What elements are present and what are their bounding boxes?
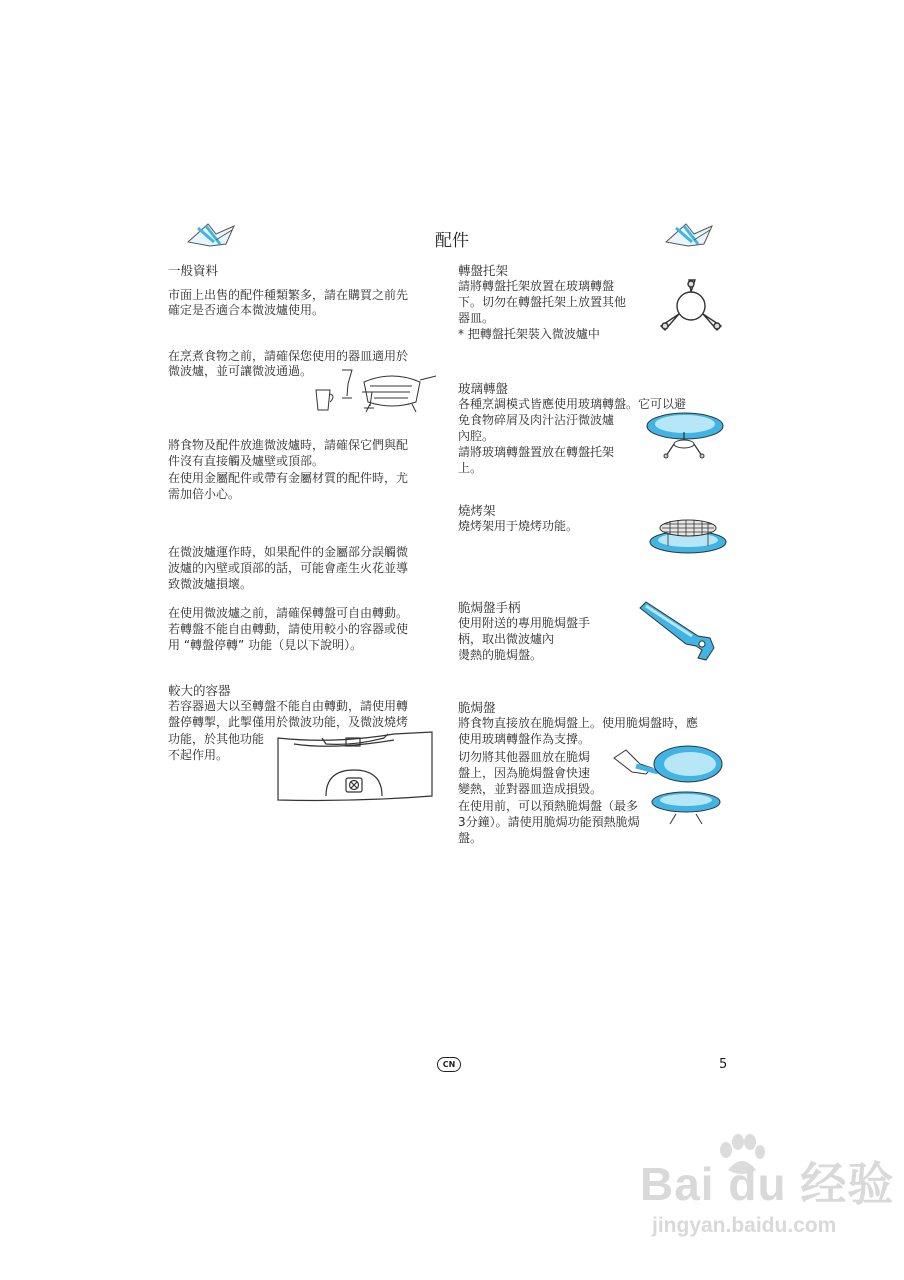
microwave-panel-illustration bbox=[274, 730, 436, 802]
glass-turntable-line: 請將玻璃轉盤置放在轉盤托架 bbox=[458, 445, 615, 459]
watermark-brand: Bai du 经验 bbox=[640, 1158, 895, 1210]
placement-text-line: 將食物及配件放進微波爐時，請確保它們與配 bbox=[168, 438, 409, 452]
glass-turntable-heading: 玻璃轉盤 bbox=[458, 381, 509, 396]
spark-warning-line: 在微波爐運作時，如果配件的金屬部分誤觸微 bbox=[168, 545, 409, 559]
placement-text-line: 件沒有直接觸及爐壁或頂部。 bbox=[168, 454, 325, 468]
grill-rack-line: 燒烤架用于燒烤功能。 bbox=[458, 519, 579, 533]
large-container-heading: 較大的容器 bbox=[168, 683, 231, 698]
turntable-support-line: 器皿。 bbox=[458, 311, 495, 325]
turntable-support-icon bbox=[655, 278, 727, 340]
page-title: 配件 bbox=[435, 231, 469, 251]
turntable-support-heading: 轉盤托架 bbox=[458, 263, 509, 278]
crisp-plate-line: 變熱，並對器皿造成損毀。 bbox=[458, 782, 603, 796]
utensil-text-line: 微波爐，並可讓微波通過。 bbox=[168, 364, 313, 378]
turntable-text-line: 用 “轉盤停轉” 功能（見以下說明）。 bbox=[168, 638, 363, 652]
turntable-text-line: 若轉盤不能自由轉動，請使用較小的容器或使 bbox=[168, 622, 409, 636]
book-hand-icon-right bbox=[664, 220, 714, 250]
glass-turntable-line: 上。 bbox=[458, 461, 483, 475]
watermark-url: jingyan.baidu.com bbox=[652, 1214, 837, 1237]
utensil-text-line: 在烹煮食物之前，請確保您使用的器皿適用於 bbox=[168, 349, 409, 363]
crisp-handle-line: 使用附送的專用脆焗盤手 bbox=[458, 616, 591, 630]
large-container-text-line: 功能，於其他功能 bbox=[168, 732, 265, 746]
crisp-plate-line: 盤上，因為脆焗盤會快速 bbox=[458, 766, 591, 780]
turntable-support-line: 下。切勿在轉盤托架上放置其他 bbox=[458, 295, 627, 309]
turntable-support-line: 請將轉盤托架放置在玻璃轉盤 bbox=[458, 279, 615, 293]
crisp-plate-icon bbox=[612, 742, 728, 828]
placement-text-line: 在使用金屬配件或帶有金屬材質的配件時，尤 bbox=[168, 471, 409, 485]
crisp-handle-line: 柄，取出微波爐內 bbox=[458, 632, 555, 646]
crisp-handle-line: 燙熱的脆焗盤。 bbox=[458, 648, 543, 662]
spark-warning-line: 波爐的內壁或頂部的話，可能會產生火花並導 bbox=[168, 561, 409, 575]
crisp-plate-line: 盤。 bbox=[458, 831, 483, 845]
book-hand-icon-left bbox=[186, 220, 236, 250]
language-badge: CN bbox=[437, 1057, 461, 1072]
glass-turntable-icon bbox=[644, 410, 726, 470]
general-text-line: 確定是否適合本微波爐使用。 bbox=[168, 303, 325, 317]
large-container-text-line: 盤停轉掣，此掣僅用於微波功能，及微波燒烤 bbox=[168, 715, 409, 729]
turntable-support-line: * 把轉盤托架裝入微波爐中 bbox=[458, 327, 600, 341]
grill-rack-heading: 燒烤架 bbox=[458, 503, 496, 518]
general-info-heading: 一般資料 bbox=[168, 263, 219, 278]
crisp-plate-heading: 脆焗盤 bbox=[458, 700, 496, 715]
dishes-illustration bbox=[312, 366, 440, 416]
large-container-text-line: 不起作用。 bbox=[168, 748, 229, 762]
grill-rack-icon bbox=[648, 516, 728, 556]
page-number: 5 bbox=[719, 1057, 728, 1072]
crisp-plate-line: 將食物直接放在脆焗盤上。使用脆焗盤時，應 bbox=[458, 716, 699, 730]
general-text-line: 市面上出售的配件種類繁多，請在購買之前先 bbox=[168, 288, 409, 302]
spark-warning-line: 致微波爐損壞。 bbox=[168, 577, 253, 591]
crisp-plate-line: 在使用前，可以預熱脆焗盤（最多 bbox=[458, 799, 639, 813]
placement-text-line: 需加倍小心。 bbox=[168, 487, 241, 501]
turntable-text-line: 在使用微波爐之前，請確保轉盤可自由轉動。 bbox=[168, 606, 409, 620]
crisp-plate-line: 切勿將其他器皿放在脆焗 bbox=[458, 750, 591, 764]
crisp-handle-heading: 脆焗盤手柄 bbox=[458, 600, 521, 615]
glass-turntable-line: 免食物碎屑及肉汁沾汙微波爐 bbox=[458, 413, 615, 427]
glass-turntable-line: 各種烹調模式皆應使用玻璃轉盤。它可以避 bbox=[458, 397, 687, 411]
crisp-plate-line: 3分鐘）。請使用脆焗功能預熱脆焗 bbox=[458, 815, 640, 829]
glass-turntable-line: 內腔。 bbox=[458, 429, 495, 443]
crisp-plate-line: 使用玻璃轉盤作為支撐。 bbox=[458, 732, 591, 746]
crisp-handle-icon bbox=[636, 600, 720, 664]
large-container-text-line: 若容器過大以至轉盤不能自由轉動，請使用轉 bbox=[168, 699, 409, 713]
